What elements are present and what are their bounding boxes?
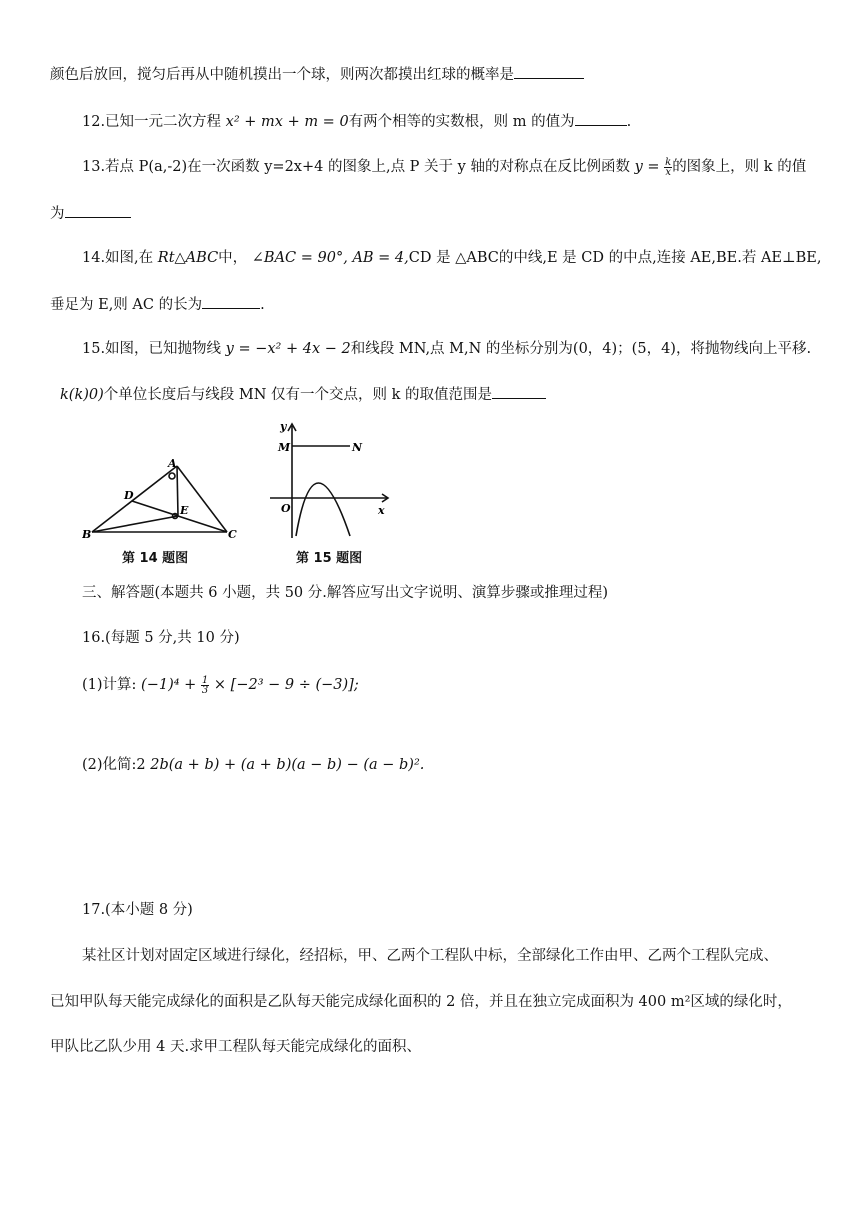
q15-k: k(k)0)	[60, 387, 104, 403]
q13-fraction	[664, 158, 672, 177]
answer-blank	[575, 111, 627, 126]
q15-line2: 个单位长度后与线段 MN 仅有一个交点，则 k 的取值范围是	[103, 387, 493, 403]
figure-15-caption: 第 15 题图	[296, 551, 363, 566]
label-A: A	[168, 457, 177, 470]
q13-frac-den: x	[665, 166, 671, 178]
label-D: D	[124, 489, 134, 502]
q17-line1: 某社区计划对固定区域进行绿化，经招标，甲、乙两个工程队中标，全部绿化工作由甲、乙两个工程队完成、	[82, 948, 778, 964]
q15-prefix: 15.如图，已知抛物线	[82, 341, 222, 357]
answer-blank	[202, 294, 260, 309]
question-15-line2	[60, 384, 546, 405]
question-13	[82, 157, 806, 177]
answer-blank	[492, 384, 546, 399]
q16-p1-label: (1)计算:	[82, 677, 137, 693]
q13-suffix: 的图象上，则 k 的值	[672, 159, 807, 175]
q16-title: 16.(每题 5 分,共 10 分)	[82, 630, 240, 646]
q17-line2: 已知甲队每天能完成绿化的面积是乙队每天能完成绿化面积的 2 倍，并且在独立完成面积为 400 m²区域的绿化时，	[50, 994, 792, 1010]
q12-equation: x² + mx + m = 0	[225, 114, 349, 130]
q16-frac-num: 1	[201, 674, 209, 686]
label-N: N	[352, 441, 363, 454]
label-x: x	[378, 504, 385, 517]
label-E: E	[180, 504, 189, 517]
question-14-line2: 垂足为 E,则 AC 的长为 .	[50, 294, 265, 315]
q16-p1-expr-a: (−1)⁴ +	[141, 677, 197, 693]
q13-line2: 为	[50, 206, 65, 222]
q14-suffix: CD 是 △ABC的中线,E 是 CD 的中点,连接 AE,BE.若 AE⊥BE,	[408, 250, 822, 266]
figure-15-parabola	[266, 418, 396, 546]
q12-suffix: 有两个相等的实数根，则 m 的值为	[348, 114, 575, 130]
answer-blank	[65, 203, 131, 218]
q14-mid: 中，	[218, 250, 248, 266]
q17-line3: 甲队比乙队少用 4 天.求甲工程队每天能完成绿化的面积、	[50, 1039, 422, 1055]
q14-prefix: 14.如图,在	[82, 250, 154, 266]
q11-text: 颜色后放回，搅匀后再从中随机摸出一个球，则两次都摸出红球的概率是	[50, 67, 514, 83]
label-M: M	[278, 441, 291, 454]
label-y: y	[280, 420, 287, 433]
figure-14-caption: 第 14 题图	[122, 551, 189, 566]
q13-text: 13.若点 P(a,-2)在一次函数 y=2x+4 的图象上,点 P 关于 y 轴的对称点在反比例函数	[82, 159, 630, 175]
question-13-line2	[50, 203, 131, 224]
q11-continuation	[50, 64, 584, 85]
question-12: 12.已知一元二次方程 x² + mx + m = 0有两个相等的实数根，则 m 的值为 .	[82, 111, 631, 132]
q15-parabola: y = −x² + 4x − 2	[225, 341, 351, 357]
q17-title: 17.(本小题 8 分)	[82, 902, 193, 918]
q16-p1-fraction	[201, 676, 209, 695]
question-14	[82, 248, 822, 268]
answer-blank	[514, 64, 584, 79]
label-O: O	[281, 502, 291, 515]
q16-frac-den: 3	[201, 684, 209, 696]
q15-suffix: 和线段 MN,点 M,N 的坐标分别为(0，4)；(5，4)，将抛物线向上平移.	[350, 341, 812, 357]
q16-p2-expr: 2b(a + b) + (a + b)(a − b) − (a − b)².	[150, 757, 425, 773]
q16-part2	[82, 755, 424, 775]
q13-func: y =	[634, 159, 660, 175]
label-B: B	[82, 528, 92, 541]
q16-part1	[82, 675, 359, 695]
q12-prefix: 12.已知一元二次方程	[82, 114, 222, 130]
q14-line2: 垂足为 E,则 AC 的长为	[50, 297, 203, 313]
section-3-heading: 三、解答题(本题共 6 小题，共 50 分.解答应写出文字说明、演算步骤或推理过程)	[82, 585, 609, 601]
q16-p2-label: (2)化简:2	[82, 757, 146, 773]
q13-frac-num: k	[665, 156, 672, 168]
figure-14-triangle	[82, 452, 242, 542]
question-15	[82, 339, 811, 359]
q16-p1-expr-b: × [−2³ − 9 ÷ (−3)];	[213, 677, 359, 693]
label-C: C	[228, 528, 237, 541]
q14-triangle: Rt△ABC	[157, 250, 219, 266]
q14-condition: ∠BAC = 90°, AB = 4,	[251, 250, 409, 266]
